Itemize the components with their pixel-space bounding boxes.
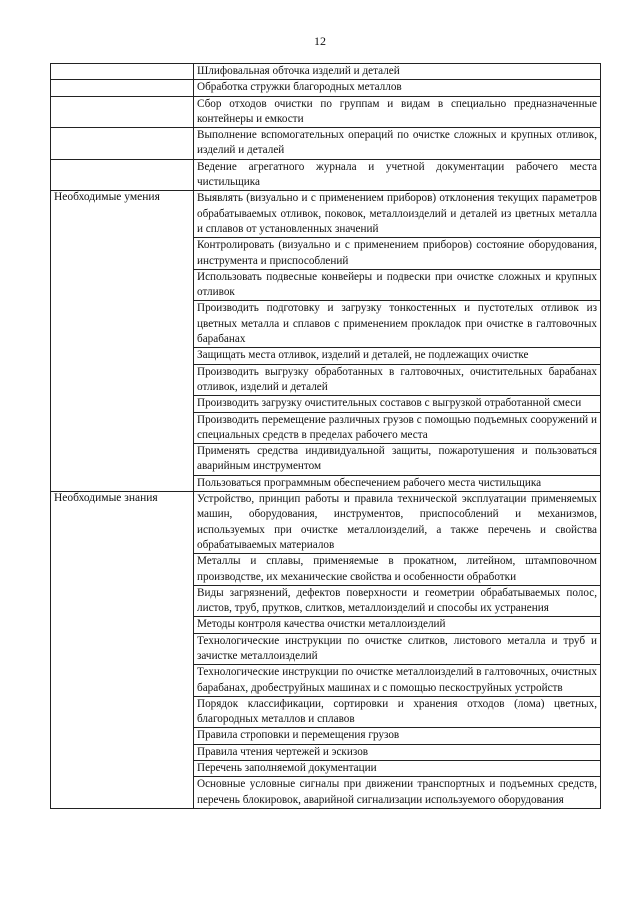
table-cell: Выполнение вспомогательных операций по очистке сложных и крупных отливок, изделий и деталей (194, 128, 601, 160)
table-cell: Технологические инструкции по очистке слитков, листового металла и труб и зачистке металлоизделий (194, 633, 601, 665)
table-cell: Правила строповки и перемещения грузов (194, 728, 601, 744)
table-cell: Производить подготовку и загрузку тонкостенных и пустотелых отливок из цветных металла и сплавов с применением прокладок при очистке в галтовочных барабанах (194, 301, 601, 348)
table-row (51, 80, 601, 96)
table-cell: Технологические инструкции по очистке металлоизделий в галтовочных, очистных барабанах, дробеструйных машинах и с помощью пескоструйных устройств (194, 665, 601, 697)
table-cell: Использовать подвесные конвейеры и подвески при очистке сложных и крупных отливок (194, 269, 601, 301)
table-cell: Основные условные сигналы при движении транспортных и подъемных средств, перечень блокировок, аварийной сигнализации используемого оборудования (194, 777, 601, 809)
table-cell: Обработка стружки благородных металлов (194, 80, 601, 96)
table-row (51, 159, 601, 191)
table-cell: Правила чтения чертежей и эскизов (194, 744, 601, 760)
table-row (51, 492, 601, 554)
table-row (51, 128, 601, 160)
table-cell: Выявлять (визуально и с применением приборов) отклонения текущих параметров обрабатываемых отливок, поковок, металлоизделий и деталей из цветных металла и сплавов от установленных значений (194, 191, 601, 238)
table-row (51, 191, 601, 238)
table-row (51, 64, 601, 80)
table-cell: Виды загрязнений, дефектов поверхности и геометрии обрабатываемых полос, листов, труб, прутков, слитков, металлоизделий и способы их устранения (194, 585, 601, 617)
table-cell: Методы контроля качества очистки металлоизделий (194, 617, 601, 633)
table-cell: Сбор отходов очистки по группам и видам в специально предназначенные контейнеры и емкости (194, 96, 601, 128)
table-cell: Защищать места отливок, изделий и деталей, не подлежащих очистке (194, 348, 601, 364)
table-cell: Ведение агрегатного журнала и учетной документации рабочего места чистильщика (194, 159, 601, 191)
table-cell: Применять средства индивидуальной защиты, пожаротушения и пользоваться аварийным инструментом (194, 444, 601, 476)
skills-label: Необходимые умения (51, 191, 194, 492)
competency-table (50, 63, 601, 809)
row-label-empty (51, 96, 194, 128)
row-label-empty (51, 159, 194, 191)
table-cell: Шлифовальная обточка изделий и деталей (194, 64, 601, 80)
table-cell: Производить загрузку очистительных составов с выгрузкой отработанной смеси (194, 396, 601, 412)
table-cell: Порядок классификации, сортировки и хранения отходов (лома) цветных, благородных металлов и сплавов (194, 696, 601, 728)
row-label-empty (51, 80, 194, 96)
knowledge-label: Необходимые знания (51, 492, 194, 809)
table-cell: Металлы и сплавы, применяемые в прокатном, литейном, штамповочном производстве, их механические свойства и особенности обработки (194, 554, 601, 586)
table-cell: Устройство, принцип работы и правила технической эксплуатации применяемых машин, оборудования, инструментов, приспособлений и механизмов, используемых при очистке металлоизделий, а также перечень и свойства обрабатываемых материалов (194, 492, 601, 554)
row-label-empty (51, 128, 194, 160)
table-cell: Производить выгрузку обработанных в галтовочных, очистительных барабанах отливок, изделий и деталей (194, 364, 601, 396)
table-cell: Производить перемещение различных грузов с помощью подъемных сооружений и специальных средств в пределах рабочего места (194, 412, 601, 444)
table-cell: Контролировать (визуально и с применением приборов) состояние оборудования, инструмента и приспособлений (194, 238, 601, 270)
page-number: 12 (314, 34, 326, 48)
row-label-empty (51, 64, 194, 80)
table-cell: Перечень заполняемой документации (194, 761, 601, 777)
table-row (51, 96, 601, 128)
table-cell: Пользоваться программным обеспечением рабочего места чистильщика (194, 475, 601, 491)
